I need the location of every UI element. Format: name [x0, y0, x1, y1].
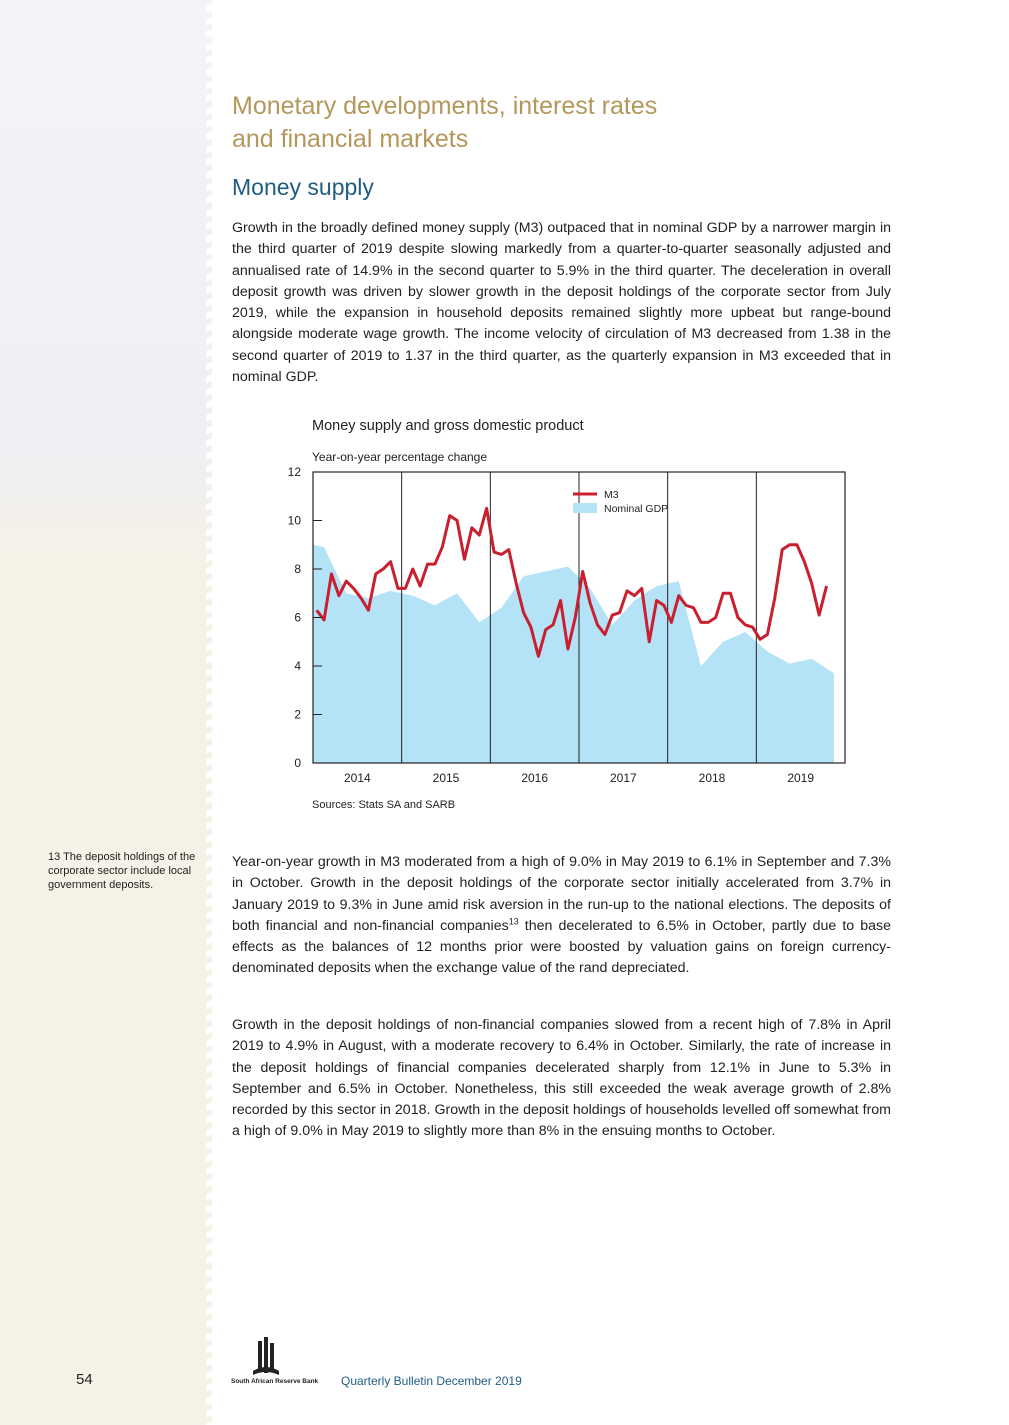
x-tick-label: 2015 [432, 771, 460, 785]
section-title: Money supply [232, 174, 374, 200]
y-tick-label: 10 [287, 513, 301, 528]
chart-source: Sources: Stats SA and SARB [312, 799, 456, 811]
legend-label: Nominal GDP [604, 503, 669, 515]
series-area-nominal-gdp [313, 545, 834, 763]
legend-label: M3 [604, 489, 619, 501]
x-tick-label: 2018 [698, 771, 726, 785]
publication-title: Quarterly Bulletin December 2019 [341, 1374, 522, 1388]
x-tick-label: 2014 [343, 771, 371, 785]
legend-swatch-nominal-gdp [573, 503, 597, 513]
chart-y-axis-label: Year-on-year percentage change [312, 450, 488, 464]
paragraph-2 [232, 852, 891, 980]
paragraph-1: Growth in the broadly defined money supply (M3) outpaced that in nominal GDP by a narrower margin in the third quarter of 2019 despite slowing markedly from a quarter-to-quarter seasonally adjusted and annualised rate of 14.9% in the second quarter to 5.9% in the third quarter. The deceleration in overall deposit growth was driven by slower growth in the deposit holdings of the corporate sector from July 2019, while the expansion in household deposits remained slightly more upbeat but range-bound alongside moderate wage growth. The income velocity of circulation of M3 decreased from 1.38 in the second quarter of 2019 to 1.37 in the third quarter, as the quarterly expansion in M3 exceeded that in nominal GDP. [232, 220, 891, 386]
paragraph-2-text-a: Year-on-year growth in M3 moderated from a high of 9.0% in May 2019 to 6.1% in September and 7.3% in October. Growth in the deposit holdings of the corporate sector initially accelerated from 3.7% in January 2019 to 9.3% in June amid risk aversion in the run-up to the national elections. The deposits of both financial and non-financial companies [232, 854, 891, 934]
y-tick-label: 2 [294, 707, 301, 722]
y-tick-label: 12 [287, 465, 301, 479]
margin-background [0, 0, 212, 1425]
paragraph-3: Growth in the deposit holdings of non-financial companies slowed from a recent high of 7.8% in April 2019 to 4.9% in August, with a moderate recovery to 6.4% in October. Similarly, the rate of increase in the deposit holdings of financial companies decelerated sharply from 12.1% in June to 5.3% in September and 6.5% in October. Nonetheless, this still exceeded the weak average growth of 2.8% recorded by this sector in 2018. Growth in the deposit holdings of households levelled off somewhat from a high of 9.0% in May 2019 to slightly more than 8% in the ensuing months to October. [232, 1017, 891, 1140]
x-tick-label: 2016 [521, 771, 549, 785]
x-tick-label: 2017 [609, 771, 637, 785]
bank-name: South African Reserve Bank [231, 1378, 319, 1385]
page-number: 54 [76, 1371, 93, 1388]
y-tick-label: 0 [294, 756, 301, 770]
money-supply-chart [270, 462, 860, 792]
y-tick-label: 4 [294, 659, 301, 673]
y-tick-label: 8 [294, 562, 301, 576]
y-tick-label: 6 [294, 610, 301, 625]
page-title [232, 90, 912, 156]
page-title-line-2: and financial markets [232, 125, 469, 153]
chart-title: Money supply and gross domestic product [312, 418, 584, 434]
paragraph-2-text-b: then decelerated to 6.5% in October, partly due to base effects as the balances of 12 months prior were boosted by valuation gains on foreign currency-denominated deposits when the exchange value of the rand depreciated. [232, 917, 891, 977]
x-tick-label: 2019 [787, 771, 815, 785]
page-title-line-1: Monetary developments, interest rates [232, 92, 658, 120]
footnote-reference[interactable]: 13 [508, 916, 519, 927]
footnote: 13 The deposit holdings of the corporate sector include local government deposits. [48, 851, 196, 891]
